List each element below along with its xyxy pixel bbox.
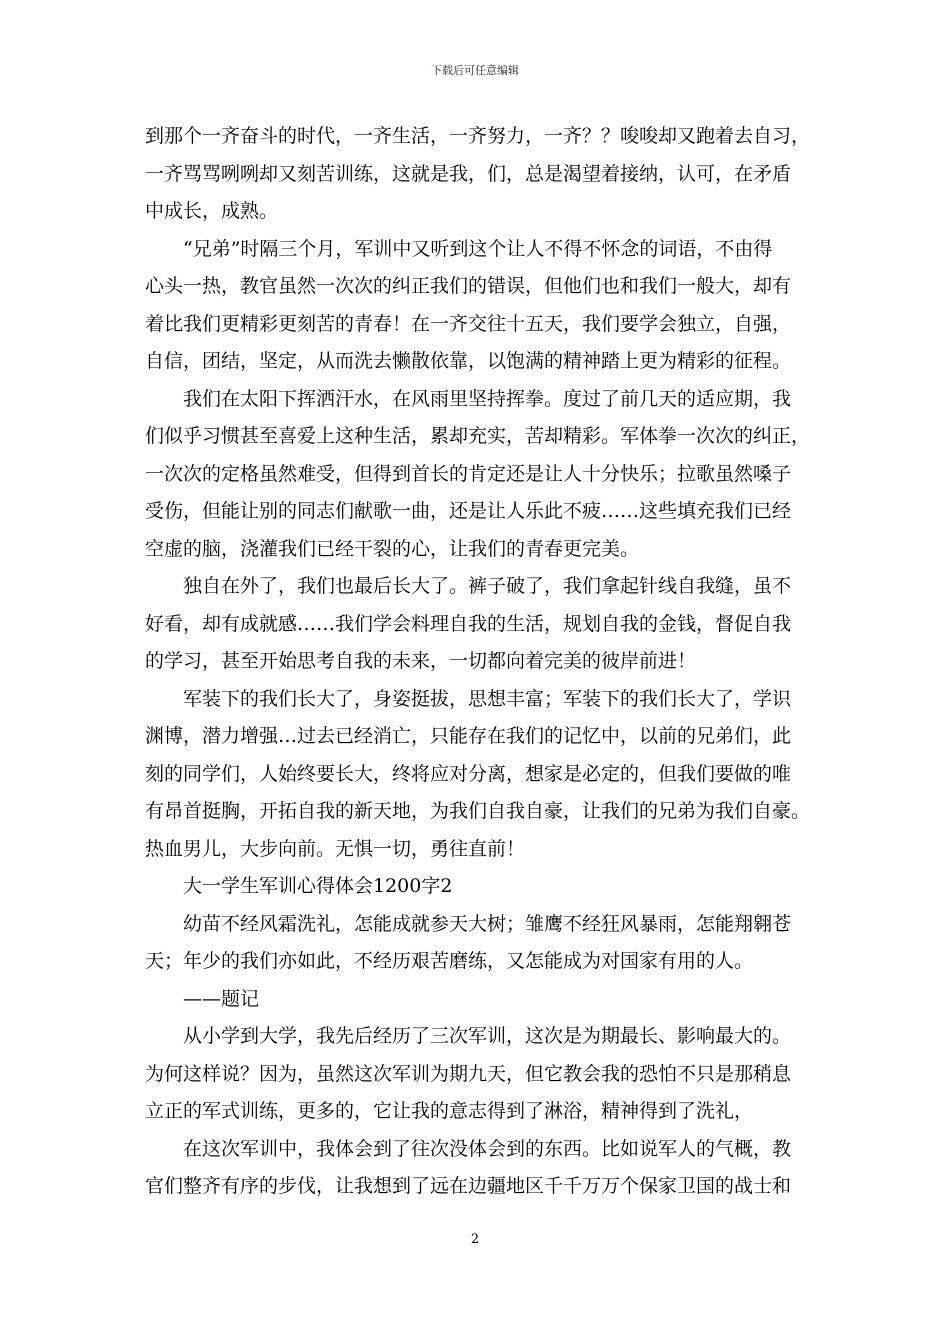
paragraph-start-line: 从小学到大学，我先后经历了三次军训，这次是为期最长、影响最大的。 bbox=[183, 1025, 792, 1047]
text-line: 官们整齐有序的步伐，让我想到了远在边疆地区千千万万个保家卫国的战士和 bbox=[145, 1175, 792, 1197]
text-line: 自信，团结，坚定，从而洗去懒散依靠，以饱满的精神踏上更为精彩的征程。 bbox=[145, 350, 792, 372]
section-heading: 大一学生军训心得体会1200字2 bbox=[183, 875, 453, 897]
text-line: 一齐骂骂咧咧却又刻苦训练，这就是我，们，总是渴望着接纳，认可，在矛盾 bbox=[145, 162, 792, 185]
text-line: 到那个一齐奋斗的时代，一齐生活，一齐努力，一齐？？唆唆却又跑着去自习， bbox=[145, 125, 811, 147]
text-line: 心头一热，教官虽然一次次的纠正我们的错误，但他们也和我们一般大，却有 bbox=[145, 275, 792, 297]
text-line: 们似乎习惯甚至喜爱上这种生活，累却充实，苦却精彩。军体拳一次次的纠正， bbox=[145, 425, 811, 447]
text-line: 渊博，潜力增强…过去已经消亡，只能存在我们的记忆中，以前的兄弟们，此 bbox=[145, 725, 792, 747]
text-line: 天；年少的我们亦如此，不经历艰苦磨练，又怎能成为对国家有用的人。 bbox=[145, 950, 754, 972]
text-line: 立正的军式训练，更多的，它让我的意志得到了淋浴，精神得到了洗礼， bbox=[145, 1100, 754, 1122]
text-line: 中成长，成熟。 bbox=[145, 200, 279, 222]
text-line: 为何这样说？因为，虽然这次军训为期九天，但它教会我的恐怕不只是那稍息 bbox=[145, 1062, 792, 1085]
paragraph-start-line: 我们在太阳下挥洒汗水，在风雨里坚持挥拳。度过了前几天的适应期，我 bbox=[183, 387, 792, 410]
text-line: 刻的同学们，人始终要长大，终将应对分离，想家是必定的，但我们要做的唯 bbox=[145, 762, 792, 785]
header-note: 下载后可任意编辑 bbox=[431, 64, 519, 77]
text-line: 有昂首挺胸，开拓自我的新天地，为我们自我自豪，让我们的兄弟为我们自豪。 bbox=[145, 800, 811, 822]
body-text bbox=[145, 118, 825, 1206]
text-line: 热血男儿，大步向前。无惧一切，勇往直前！ bbox=[145, 837, 526, 860]
paragraph-start-line: 独自在外了，我们也最后长大了。裤子破了，我们拿起针线自我缝，虽不 bbox=[183, 575, 792, 597]
text-line: 好看，却有成就感……我们学会料理自我的生活，规划自我的金钱，督促自我 bbox=[145, 612, 792, 635]
paragraph-start-line: 在这次军训中，我体会到了往次没体会到的东西。比如说军人的气概，教 bbox=[183, 1137, 792, 1160]
page-number: 2 bbox=[470, 1232, 480, 1247]
paragraph-start-line: “兄弟”时隔三个月，军训中又听到这个让人不得不怀念的词语，不由得 bbox=[183, 237, 773, 260]
paragraph-start-line: 幼苗不经风霜洗礼，怎能成就参天大树；雏鹰不经狂风暴雨，怎能翔翱苍 bbox=[183, 912, 792, 935]
paragraph-start-line: 军装下的我们长大了，身姿挺拔，思想丰富；军装下的我们长大了，学识 bbox=[183, 687, 792, 710]
text-line: 空虚的脑，浇灌我们已经干裂的心，让我们的青春更完美。 bbox=[145, 537, 640, 560]
text-line: 着比我们更精彩更刻苦的青春！在一齐交往十五天，我们要学会独立，自强， bbox=[145, 312, 792, 335]
text-line: 的学习，甚至开始思考自我的未来，一切都向着完美的彼岸前进！ bbox=[145, 650, 697, 672]
text-line: 一次次的定格虽然难受，但得到首长的肯定还是让人十分快乐；拉歌虽然嗓子 bbox=[145, 462, 792, 485]
text-line: 受伤，但能让别的同志们献歌一曲，还是让人乐此不疲……这些填充我们已经 bbox=[145, 500, 792, 522]
epigraph-attribution: ——题记 bbox=[183, 987, 260, 1010]
